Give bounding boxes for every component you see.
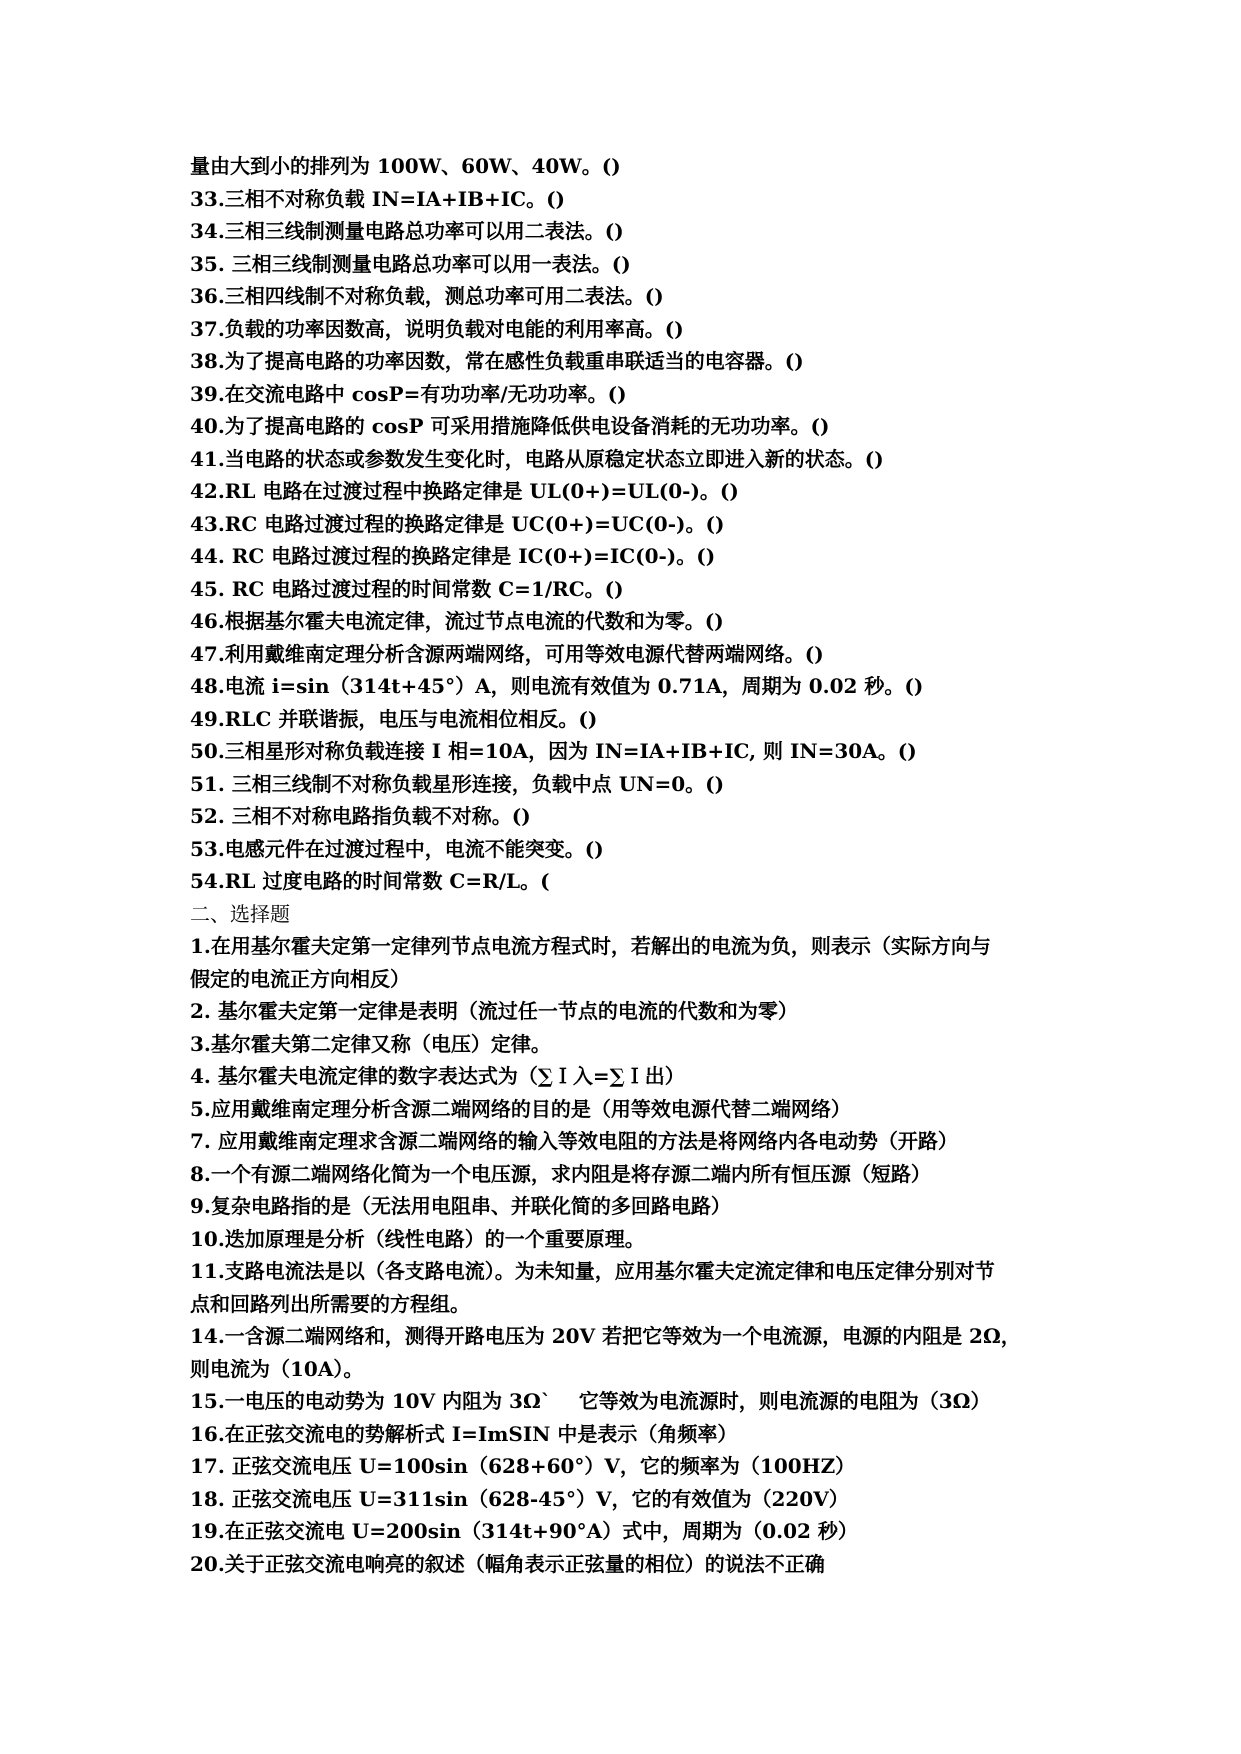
choice-item: 18. 正弦交流电压 U=311sin（628-45°）V，它的有效值为（220V） — [190, 1486, 849, 1511]
choice-item: 8.一个有源二端网络化简为一个电压源，求内阻是将存源二端内所有恒压源（短路） — [190, 1161, 931, 1186]
choice-item: 1.在用基尔霍夫定第一定律列节点电流方程式时，若解出的电流为负，则表示（实际方向与 — [190, 934, 991, 958]
judgment-item: 48.电流 i=sin（314t+45°）A，则电流有效值为 0.71A，周期为 0.02 秒。() — [190, 674, 924, 698]
judgment-item: 34.三相三线制测量电路总功率可以用二表法。() — [190, 219, 624, 243]
judgment-item: 33.三相不对称负载 IN=IA+IB+IC。() — [190, 186, 565, 211]
choice-item-head: 15.一电压的电动势为 10V 内阻为 3Ω` — [190, 1389, 551, 1413]
judgment-item: 53.电感元件在过渡过程中，电流不能突变。() — [190, 836, 604, 861]
choice-item: 9.复杂电路指的是（无法用电阻串、并联化简的多回路电路） — [190, 1194, 731, 1218]
judgment-item: 量由大到小的排列为 100W、60W、40W。() — [190, 154, 621, 178]
judgment-item: 42.RL 电路在过渡过程中换路定律是 UL(0+)=UL(0-)。() — [190, 479, 739, 503]
judgment-item: 39.在交流电路中 cosP=有功功率/无功功率。() — [190, 381, 627, 406]
judgment-item: 47.利用戴维南定理分析含源两端网络，可用等效电源代替两端网络。() — [190, 641, 824, 666]
judgment-item: 41.当电路的状态或参数发生变化时，电路从原稳定状态立即进入新的状态。() — [190, 446, 884, 471]
judgment-item: 45. RC 电路过渡过程的时间常数 C=1/RC。() — [190, 576, 624, 601]
judgment-item: 37.负载的功率因数高，说明负载对电能的利用率高。() — [190, 316, 684, 341]
choice-item-continuation: 则电流为（10A）。 — [190, 1356, 364, 1381]
judgment-item: 49.RLC 并联谐振，电压与电流相位相反。() — [190, 706, 598, 731]
judgment-item: 50.三相星形对称负载连接 I 相=10A，因为 IN=IA+IB+IC, 则 IN=30A。() — [190, 739, 917, 763]
judgment-item: 54.RL 过度电路的时间常数 C=R/L。( — [190, 869, 550, 893]
document-body — [190, 150, 1070, 1580]
choice-item: 4. 基尔霍夫电流定律的数字表达式为（∑Ｉ入=∑Ｉ出） — [190, 1064, 685, 1088]
judgment-item: 44. RC 电路过渡过程的换路定律是 IC(0+)=IC(0-)。() — [190, 544, 716, 568]
judgment-item: 38.为了提高电路的功率因数，常在感性负载重串联适当的电容器。() — [190, 349, 804, 373]
choice-item: 2. 基尔霍夫定第一定律是表明（流过任一节点的电流的代数和为零） — [190, 999, 798, 1023]
choice-item: 3.基尔霍夫第二定律又称（电压）定律。 — [190, 1031, 551, 1056]
choice-item-continuation: 点和回路列出所需要的方程组。 — [190, 1291, 470, 1316]
choice-item: 17. 正弦交流电压 U=100sin（628+60°）V，它的频率为（100HZ） — [190, 1454, 856, 1478]
choice-item: 10.迭加原理是分析（线性电路）的一个重要原理。 — [190, 1226, 645, 1251]
section-title: 二、选择题 — [190, 901, 290, 926]
choice-item: 5.应用戴维南定理分析含源二端网络的目的是（用等效电源代替二端网络） — [190, 1096, 851, 1121]
choice-item: 20.关于正弦交流电响亮的叙述（幅角表示正弦量的相位）的说法不正确 — [190, 1551, 825, 1576]
judgment-item: 51. 三相三线制不对称负载星形连接，负载中点 UN=0。() — [190, 771, 725, 796]
choice-item-continuation: 假定的电流正方向相反） — [190, 966, 410, 991]
choice-item: 16.在正弦交流电的势解析式 I=ImSIN 中是表示（角频率） — [190, 1421, 738, 1446]
choice-item-tail: 它等效为电流源时，则电流源的电阻为（3Ω） — [578, 1389, 991, 1413]
judgment-item: 40.为了提高电路的 cosP 可采用措施降低供电设备消耗的无功功率。() — [190, 414, 830, 438]
judgment-item: 36.三相四线制不对称负载，测总功率可用二表法。() — [190, 284, 664, 308]
judgment-item: 46.根据基尔霍夫电流定律，流过节点电流的代数和为零。() — [190, 609, 724, 633]
choice-item: 11.支路电流法是以（各支路电流）。为未知量，应用基尔霍夫定流定律和电压定律分别对节 — [190, 1259, 995, 1283]
judgment-item: 43.RC 电路过渡过程的换路定律是 UC(0+)=UC(0-)。() — [190, 511, 725, 536]
judgment-item: 52. 三相不对称电路指负载不对称。() — [190, 804, 531, 828]
choice-item — [190, 1385, 1070, 1418]
judgment-item: 35. 三相三线制测量电路总功率可以用一表法。() — [190, 251, 631, 276]
choice-item: 19.在正弦交流电 U=200sin（314t+90°A）式中，周期为（0.02 秒） — [190, 1519, 858, 1543]
choice-item: 14.一含源二端网络和，测得开路电压为 20V 若把它等效为一个电流源，电源的内阻是 2Ω， — [190, 1324, 1021, 1348]
choice-item: 7. 应用戴维南定理求含源二端网络的输入等效电阻的方法是将网络内各电动势（开路） — [190, 1129, 958, 1153]
